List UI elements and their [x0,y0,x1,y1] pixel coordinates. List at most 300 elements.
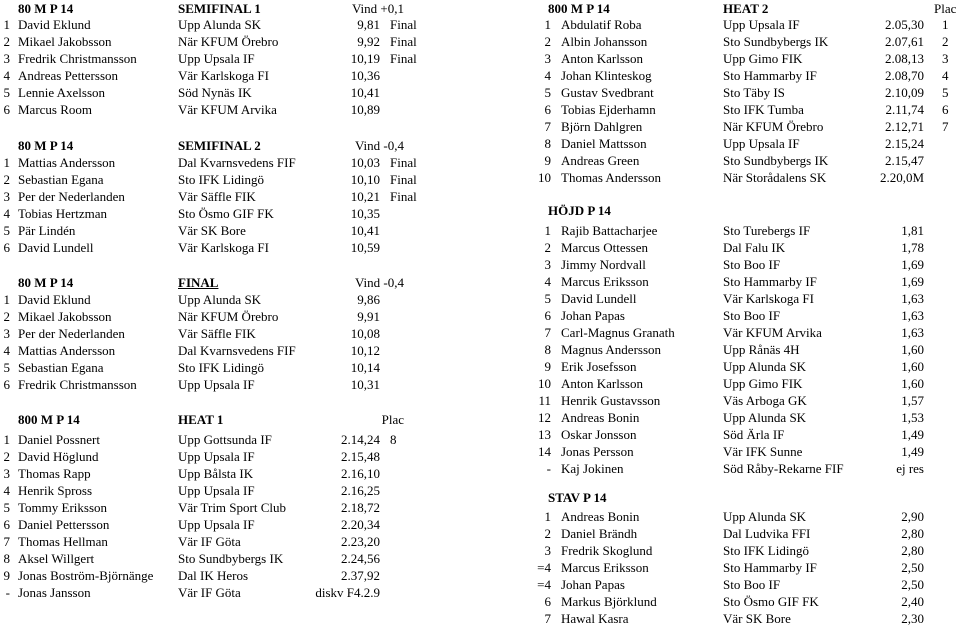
result-no: 6 [3,517,10,532]
result-time: 10,41 [350,223,380,238]
section-extra: Vind -0,4 [354,275,404,290]
result-club: Sto IFK Tumba [723,102,804,117]
result-no: 4 [3,68,10,83]
result-name: Andreas Bonin [561,509,640,524]
result-name: Abdulatif Roba [561,17,642,32]
result-row [0,426,960,443]
result-row [0,101,960,118]
result-time: 10,41 [350,85,380,100]
section-event: HÖJD P 14 [548,203,611,218]
result-club: Upp Alunda SK [723,410,807,425]
result-no: 14 [538,444,551,459]
result-club: Upp Bålsta IK [178,466,254,481]
section-extra: Vind +0,1 [351,1,404,16]
result-no: 2 [3,34,10,49]
result-name: Aksel Willgert [18,551,95,566]
result-time: 2,50 [901,577,924,592]
result-name: Lennie Axelsson [18,85,106,100]
result-no: 7 [544,611,551,626]
result-no: 4 [3,483,10,498]
result-row [0,525,960,542]
result-club: När KFUM Örebro [178,309,279,324]
result-row [0,341,960,358]
result-name: Henrik Gustavsson [561,393,661,408]
result-row [0,593,960,610]
result-club: Sto Sundbybergs IK [723,34,829,49]
result-note: 7 [942,119,949,134]
result-name: Markus Björklund [561,594,657,609]
result-club: Upp Alunda SK [723,359,807,374]
result-name: Per der Nederlanden [18,189,125,204]
result-club: Sto Ösmo GIF FK [178,206,274,221]
result-time: 2.20,0M [879,170,924,185]
result-club: När KFUM Örebro [723,119,824,134]
result-name: Johan Papas [561,308,625,323]
section-event: STAV P 14 [548,490,607,505]
result-no: - [546,461,551,476]
result-time: 10,14 [350,360,380,375]
result-time: 2.07,61 [885,34,924,49]
result-row [0,324,960,341]
result-no: 2 [3,172,10,187]
result-name: Magnus Andersson [561,342,662,357]
result-club: Sto Hammarby IF [723,274,817,289]
result-club: Sto Ösmo GIF FK [723,594,819,609]
result-time: 9,91 [357,309,380,324]
result-name: Johan Papas [561,577,625,592]
result-no: 13 [538,427,551,442]
result-club: Vär KFUM Arvika [178,102,277,117]
result-name: Erik Josefsson [561,359,637,374]
result-name: Andreas Pettersson [18,68,119,83]
result-club: Dal Kvarnsvedens FIF [178,343,296,358]
result-name: Rajib Battacharjee [561,223,658,238]
result-time: 10,19 [350,51,380,66]
result-time: 9,81 [357,17,380,32]
result-time: 2,30 [901,611,924,626]
result-club: Söd Råby-Rekarne FIF [723,461,844,476]
result-time: 2.08,70 [885,68,924,83]
result-note: 5 [942,85,949,100]
result-name: Tommy Eriksson [18,500,108,515]
result-no: 6 [544,308,551,323]
result-note: Final [390,34,417,49]
result-name: Jonas Persson [561,444,634,459]
result-no: 1 [544,509,551,524]
result-no: 6 [544,102,551,117]
result-club: Söd Nynäs IK [178,85,252,100]
result-club: Upp Rånäs 4H [723,342,800,357]
result-row [0,358,960,375]
result-row [0,33,960,50]
result-time: 10,21 [350,189,380,204]
section-round: FINAL [178,275,219,290]
result-row [0,239,960,256]
result-no: 3 [3,326,10,341]
result-club: Upp Upsala IF [178,483,255,498]
result-time: 1,63 [901,291,924,306]
result-no: 1 [3,155,10,170]
result-club: Vär Karlskoga FI [178,68,269,83]
result-note: 2 [942,34,949,49]
result-time: 10,89 [350,102,380,117]
result-row [0,50,960,67]
result-row [0,375,960,392]
section-event: 80 M P 14 [18,1,74,16]
section-extra: Vind -0,4 [354,138,404,153]
result-name: Anton Karlsson [561,51,643,66]
result-club: När KFUM Örebro [178,34,279,49]
result-name: Mikael Jakobsson [18,34,112,49]
result-name: Jonas Boström-Björnänge [18,568,154,583]
result-name: Jonas Jansson [18,585,91,600]
result-note: Final [390,51,417,66]
result-club: Vär Trim Sport Club [178,500,286,515]
result-time: 10,12 [350,343,380,358]
right-section-1-header [0,202,960,219]
result-club: Vär Karlskoga FI [723,291,814,306]
result-note: Final [390,155,417,170]
result-row [0,16,960,33]
result-time: 1,69 [901,257,924,272]
result-name: Daniel Brändh [561,526,638,541]
result-club: Vär IFK Sunne [723,444,803,459]
result-name: Anton Karlsson [561,376,643,391]
section-event: 800 M P 14 [18,412,80,427]
result-club: Sto Boo IF [723,577,781,592]
result-time: 1,49 [901,444,924,459]
result-club: Upp Gottsunda IF [178,432,272,447]
result-no: 4 [3,206,10,221]
result-club: Vär IF Göta [178,585,241,600]
result-time: 2.14,24 [341,432,380,447]
section-round: SEMIFINAL 2 [178,138,261,153]
result-club: Dal IK Heros [178,568,249,583]
result-time: 2,80 [901,543,924,558]
result-name: Mattias Andersson [18,155,116,170]
result-row [0,460,960,477]
result-name: Thomas Andersson [561,170,662,185]
result-name: Fredrik Skoglund [561,543,653,558]
result-no: 1 [3,17,10,32]
result-note: 6 [942,102,949,117]
result-time: 1,69 [901,274,924,289]
result-no: 2 [3,309,10,324]
result-time: 10,31 [350,377,380,392]
section-extra: Plac [381,412,404,427]
result-name: Pär Lindén [18,223,76,238]
result-name: Johan Klinteskog [561,68,652,83]
result-club: Vär Säffle FIK [178,326,256,341]
result-club: Sto Turebergs IF [723,223,811,238]
result-no: 3 [544,51,551,66]
result-row [0,443,960,460]
result-time: 2.23,20 [341,534,380,549]
result-no: 10 [538,376,551,391]
result-no: 7 [544,119,551,134]
result-name: Per der Nederlanden [18,326,125,341]
result-no: 2 [544,526,551,541]
result-row [0,542,960,559]
result-name: Kaj Jokinen [561,461,624,476]
result-no: 1 [3,432,10,447]
result-name: Hawal Kasra [561,611,629,626]
result-club: Upp Upsala IF [178,377,255,392]
section-event: 80 M P 14 [18,138,74,153]
result-time: 10,08 [350,326,380,341]
result-name: Thomas Hellman [18,534,108,549]
result-row [0,84,960,101]
result-time: 1,53 [901,410,924,425]
result-name: Andreas Green [561,153,640,168]
result-no: 9 [544,153,551,168]
result-time: 1,60 [901,376,924,391]
result-time: 2.16,25 [341,483,380,498]
result-time: 10,36 [350,68,380,83]
result-club: Söd Ärla IF [723,427,785,442]
result-row [0,559,960,576]
result-time: 9,86 [357,292,380,307]
result-no: 8 [3,551,10,566]
result-club: Dal Falu IK [723,240,786,255]
result-row [0,152,960,169]
result-name: Mattias Andersson [18,343,116,358]
result-club: Upp Gimo FIK [723,376,803,391]
result-time: 2.37,92 [341,568,380,583]
result-time: ej res [896,461,924,476]
result-note: Final [390,189,417,204]
result-no: 6 [544,594,551,609]
result-no: 11 [538,393,551,408]
result-name: Tobias Ejderhamn [561,102,656,117]
result-club: När Storådalens SK [723,170,827,185]
result-time: 1,63 [901,325,924,340]
result-no: 12 [538,410,551,425]
result-time: 10,59 [350,240,380,255]
result-club: Sto Hammarby IF [723,68,817,83]
result-no: 4 [544,274,551,289]
right-section-2-header [0,489,960,506]
result-time: 1,60 [901,359,924,374]
result-club: Vär KFUM Arvika [723,325,822,340]
result-row [0,392,960,409]
result-row [0,118,960,135]
result-name: David Eklund [18,292,91,307]
section-round: HEAT 1 [178,412,224,427]
result-row [0,508,960,525]
result-row [0,576,960,593]
result-no: =4 [537,577,551,592]
result-time: 2.18,72 [341,500,380,515]
result-note: Final [390,17,417,32]
result-no: 4 [3,343,10,358]
result-club: Upp Gimo FIK [723,51,803,66]
result-time: 9,92 [357,34,380,49]
result-time: 2.16,10 [341,466,380,481]
result-no: 1 [544,223,551,238]
result-name: Thomas Rapp [18,466,91,481]
result-club: Sto Boo IF [723,308,781,323]
result-no: 5 [3,500,10,515]
result-club: Väs Arboga GK [723,393,807,408]
right-section-0-header [0,0,960,17]
result-no: 5 [3,223,10,238]
result-club: Upp Alunda SK [178,292,262,307]
result-no: 6 [3,102,10,117]
result-club: Upp Upsala IF [723,17,800,32]
result-time: 10,03 [350,155,380,170]
result-note: Final [390,172,417,187]
result-time: 2.10,09 [885,85,924,100]
result-name: Henrik Spross [18,483,93,498]
result-club: Upp Alunda SK [723,509,807,524]
result-time: 1,57 [901,393,924,408]
result-row [0,222,960,239]
result-time: 10,10 [350,172,380,187]
result-name: Marcus Eriksson [561,560,649,575]
result-club: Sto Täby IS [723,85,785,100]
result-no: 3 [3,51,10,66]
result-name: David Lundell [561,291,637,306]
result-name: Marcus Eriksson [561,274,649,289]
result-club: Dal Ludvika FFI [723,526,811,541]
result-club: Sto Sundbybergs IK [723,153,829,168]
result-club: Dal Kvarnsvedens FIF [178,155,296,170]
result-no: 8 [544,136,551,151]
result-no: 3 [3,189,10,204]
result-time: 2,50 [901,560,924,575]
result-row [0,273,960,290]
result-time: 2.08,13 [885,51,924,66]
result-time: 2,90 [901,509,924,524]
result-club: Vär SK Bore [723,611,791,626]
result-time: 2.20,34 [341,517,380,532]
result-no: 5 [544,85,551,100]
result-club: Vär SK Bore [178,223,246,238]
result-row [0,256,960,273]
result-name: Albin Johansson [561,34,648,49]
result-note: 3 [942,51,949,66]
result-name: Gustav Svedbrant [561,85,654,100]
result-name: David Eklund [18,17,91,32]
result-time: 1,78 [901,240,924,255]
result-time: 10,35 [350,206,380,221]
result-club: Sto Boo IF [723,257,781,272]
result-no: 7 [544,325,551,340]
section-extra: Plac [934,1,957,16]
result-name: Andreas Bonin [561,410,640,425]
result-note: 1 [942,17,949,32]
result-name: Sebastian Egana [18,172,104,187]
result-name: Oskar Jonsson [561,427,637,442]
result-club: Sto IFK Lidingö [723,543,809,558]
result-time: 1,63 [901,308,924,323]
result-no: 3 [544,257,551,272]
result-no: 9 [544,359,551,374]
result-time: 2,80 [901,526,924,541]
result-name: Mikael Jakobsson [18,309,112,324]
result-row [0,610,960,627]
result-club: Vär Karlskoga FI [178,240,269,255]
result-no: 2 [3,449,10,464]
result-club: Upp Upsala IF [178,449,255,464]
result-club: Sto Hammarby IF [723,560,817,575]
result-no: 6 [3,377,10,392]
section-round: SEMIFINAL 1 [178,1,261,16]
result-no: 5 [544,291,551,306]
result-name: Fredrik Christmansson [18,51,137,66]
result-name: Daniel Mattsson [561,136,647,151]
result-row [0,67,960,84]
section-round: HEAT 2 [723,1,769,16]
result-name: Marcus Room [18,102,93,117]
result-club: Sto Sundbybergs IK [178,551,284,566]
result-name: Tobias Hertzman [18,206,107,221]
result-name: David Höglund [18,449,99,464]
result-time: 2.11,74 [885,102,924,117]
result-row [0,290,960,307]
result-note: 8 [390,432,397,447]
result-club: Upp Alunda SK [178,17,262,32]
result-club: Upp Upsala IF [178,517,255,532]
result-time: 2.05,30 [885,17,924,32]
section-event: 800 M P 14 [548,1,610,16]
result-note: 4 [942,68,949,83]
result-no: - [5,585,10,600]
result-no: 3 [3,466,10,481]
result-time: 2.15,47 [885,153,924,168]
result-time: 2,40 [901,594,924,609]
result-no: 1 [544,17,551,32]
result-club: Vär IF Göta [178,534,241,549]
result-name: David Lundell [18,240,94,255]
result-no: =4 [537,560,551,575]
result-no: 7 [3,534,10,549]
result-no: 3 [544,543,551,558]
result-no: 9 [3,568,10,583]
result-time: 2.15,24 [885,136,924,151]
result-club: Sto IFK Lidingö [178,360,264,375]
result-no: 2 [544,240,551,255]
result-time: 2.24,56 [341,551,380,566]
result-name: Daniel Possnert [18,432,100,447]
result-no: 1 [3,292,10,307]
section-event: 80 M P 14 [18,275,74,290]
result-time: 2.15,48 [341,449,380,464]
result-name: Carl-Magnus Granath [561,325,675,340]
result-no: 10 [538,170,551,185]
result-club: Upp Upsala IF [723,136,800,151]
result-club: Upp Upsala IF [178,51,255,66]
result-time: 1,81 [901,223,924,238]
result-name: Jimmy Nordvall [561,257,646,272]
result-row [0,409,960,426]
result-no: 4 [544,68,551,83]
result-club: Sto IFK Lidingö [178,172,264,187]
result-time: diskv F4.2.9 [315,585,380,600]
result-no: 6 [3,240,10,255]
result-row [0,307,960,324]
result-name: Marcus Ottessen [561,240,649,255]
result-name: Björn Dahlgren [561,119,643,134]
result-no: 8 [544,342,551,357]
result-no: 2 [544,34,551,49]
result-name: Fredrik Christmansson [18,377,137,392]
result-time: 1,60 [901,342,924,357]
result-row [0,169,960,186]
result-club: Vär Säffle FIK [178,189,256,204]
result-name: Daniel Pettersson [18,517,110,532]
